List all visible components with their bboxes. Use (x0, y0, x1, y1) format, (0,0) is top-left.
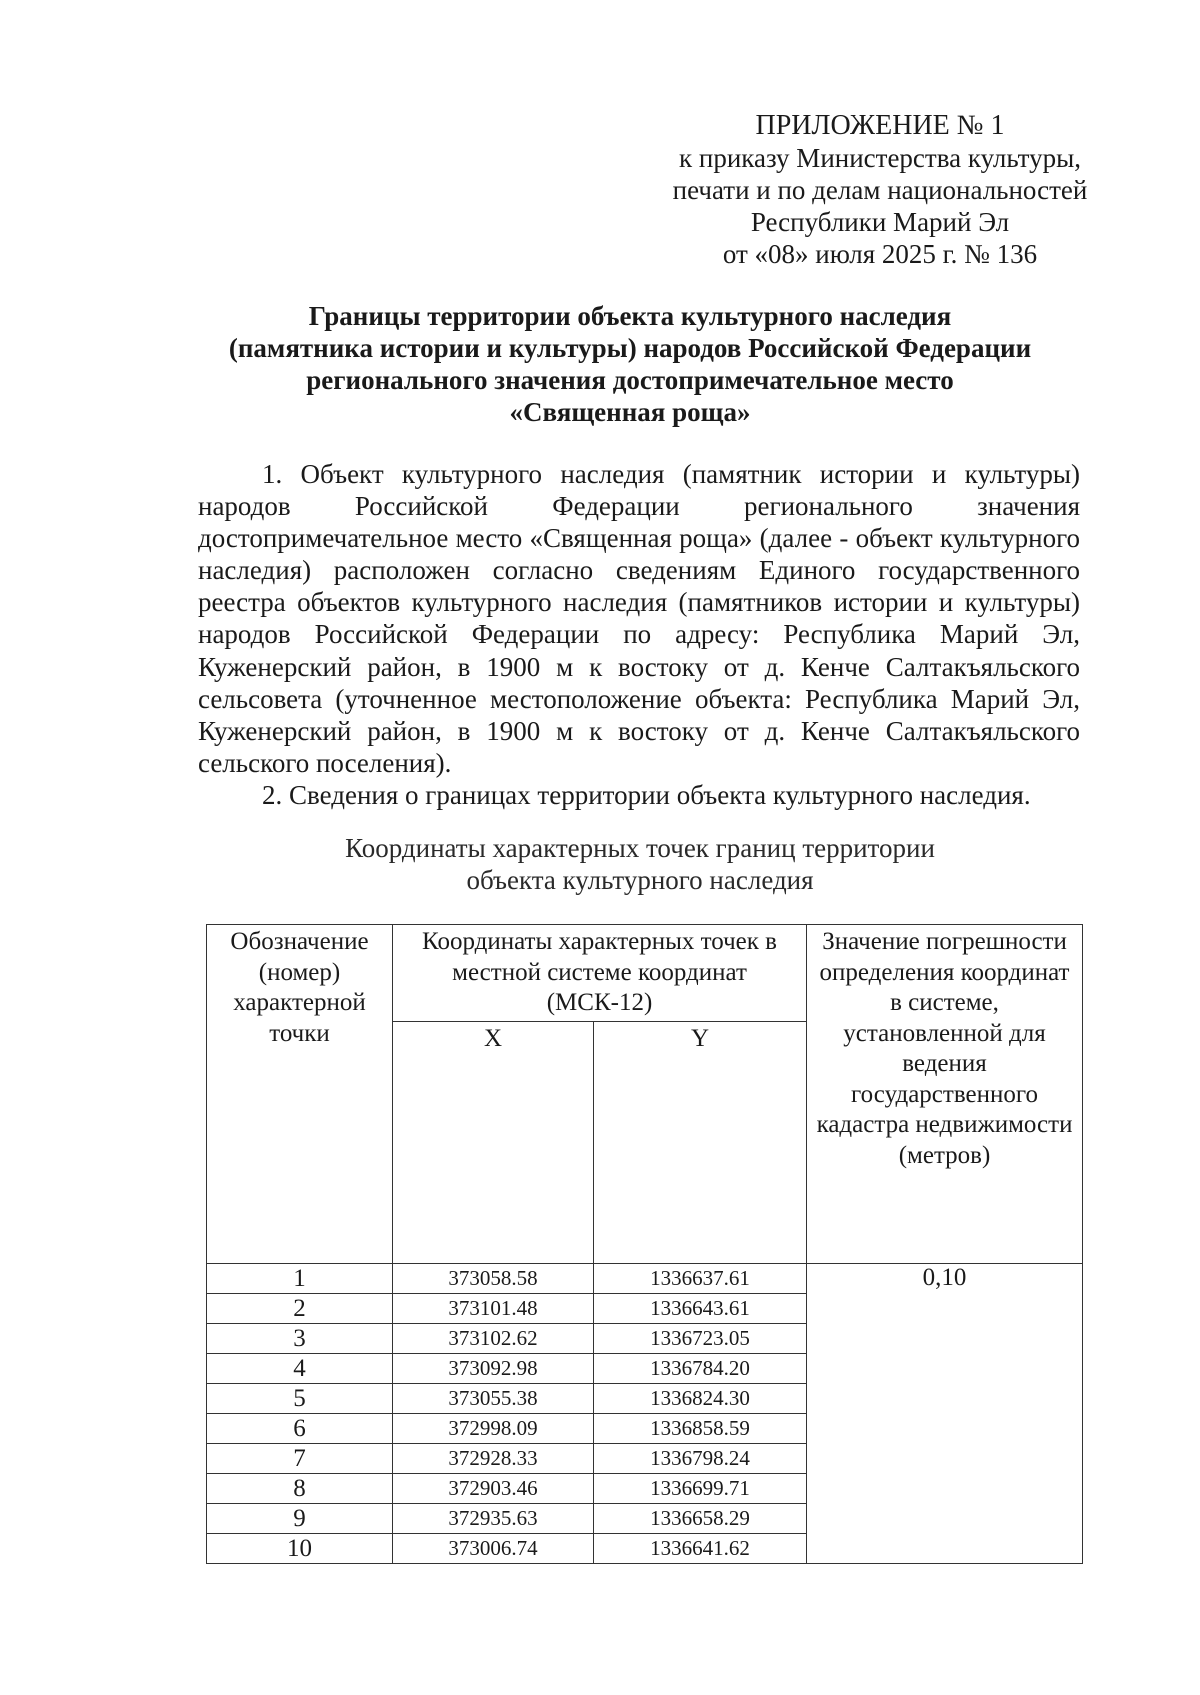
paragraph-1: 1. Объект культурного наследия (памятник истории и культуры) народов Российской Федерации регионального значения достопримечательное место «Священная роща» (далее - объект культурного наследия) расположен согласно сведениям Единого государственного реестра объектов культурного наследия (памятников истории и культуры) народов Российской Федерации по адресу: Республика Марий Эл, Куженерский район, в 1900 м к востоку от д. Кенче Салтакъяльского сельсовета (уточненное местоположение объекта: Республика Марий Эл, Куженерский район, в 1900 м к востоку от д. Кенче Салтакъяльского сельского поселения). (198, 459, 1080, 778)
x-coordinate-cell: 372903.46 (393, 1473, 594, 1503)
paragraph-2: 2. Сведения о границах территории объекта культурного наследия. (262, 779, 1031, 810)
x-coordinate-cell: 373006.74 (393, 1533, 594, 1563)
appendix-title: ПРИЛОЖЕНИЕ № 1 (755, 110, 1005, 141)
document-title (150, 300, 1110, 428)
table-row (207, 1263, 1083, 1293)
y-coordinate-cell: 1336798.24 (594, 1443, 807, 1473)
point-number-cell: 6 (207, 1413, 393, 1443)
x-coordinate-cell: 372998.09 (393, 1413, 594, 1443)
x-coordinate-cell: 373055.38 (393, 1383, 594, 1413)
title-line: регионального значения достопримечательное место (306, 365, 954, 395)
x-coordinate-cell: 372928.33 (393, 1443, 594, 1473)
point-number-cell: 8 (207, 1473, 393, 1503)
point-number-cell: 4 (207, 1353, 393, 1383)
appendix-line: к приказу Министерства культуры, (679, 143, 1081, 173)
y-coordinate-cell: 1336637.61 (594, 1263, 807, 1293)
header-error: Значение погрешности определения координат в системе, установленной для ведения государственного кадастра недвижимости (метров) (807, 925, 1083, 1264)
point-number-cell: 9 (207, 1503, 393, 1533)
title-line: (памятника истории и культуры) народов Российской Федерации (228, 333, 1032, 363)
header-y: Y (594, 1021, 807, 1263)
y-coordinate-cell: 1336858.59 (594, 1413, 807, 1443)
coordinates-table (206, 924, 1083, 1564)
point-number-cell: 7 (207, 1443, 393, 1473)
caption-line: Координаты характерных точек границ территории (345, 833, 935, 863)
appendix-line: от «08» июля 2025 г. № 136 (722, 239, 1038, 269)
point-number-cell: 1 (207, 1263, 393, 1293)
point-number-cell: 2 (207, 1293, 393, 1323)
header-coordinates: Координаты характерных точек в местной системе координат (МСК-12) (393, 925, 807, 1022)
header-x: X (393, 1021, 594, 1263)
point-number-cell: 3 (207, 1323, 393, 1353)
x-coordinate-cell: 372935.63 (393, 1503, 594, 1533)
header-point-number: Обозначение (номер) характерной точки (207, 925, 393, 1264)
y-coordinate-cell: 1336824.30 (594, 1383, 807, 1413)
title-line: «Священная роща» (509, 397, 751, 427)
y-coordinate-cell: 1336699.71 (594, 1473, 807, 1503)
y-coordinate-cell: 1336641.62 (594, 1533, 807, 1563)
appendix-line: Республики Марий Эл (750, 207, 1010, 237)
y-coordinate-cell: 1336658.29 (594, 1503, 807, 1533)
point-number-cell: 10 (207, 1533, 393, 1563)
appendix-header (620, 110, 1140, 270)
caption-line: объекта культурного наследия (466, 865, 814, 895)
y-coordinate-cell: 1336723.05 (594, 1323, 807, 1353)
error-value-cell: 0,10 (807, 1263, 1083, 1563)
x-coordinate-cell: 373092.98 (393, 1353, 594, 1383)
y-coordinate-cell: 1336643.61 (594, 1293, 807, 1323)
appendix-line: печати и по делам национальностей (672, 175, 1088, 205)
body-text (198, 458, 1080, 811)
x-coordinate-cell: 373102.62 (393, 1323, 594, 1353)
x-coordinate-cell: 373101.48 (393, 1293, 594, 1323)
x-coordinate-cell: 373058.58 (393, 1263, 594, 1293)
y-coordinate-cell: 1336784.20 (594, 1353, 807, 1383)
table-caption (200, 832, 1080, 896)
table-body (207, 1263, 1083, 1563)
point-number-cell: 5 (207, 1383, 393, 1413)
title-line: Границы территории объекта культурного наследия (308, 301, 952, 331)
